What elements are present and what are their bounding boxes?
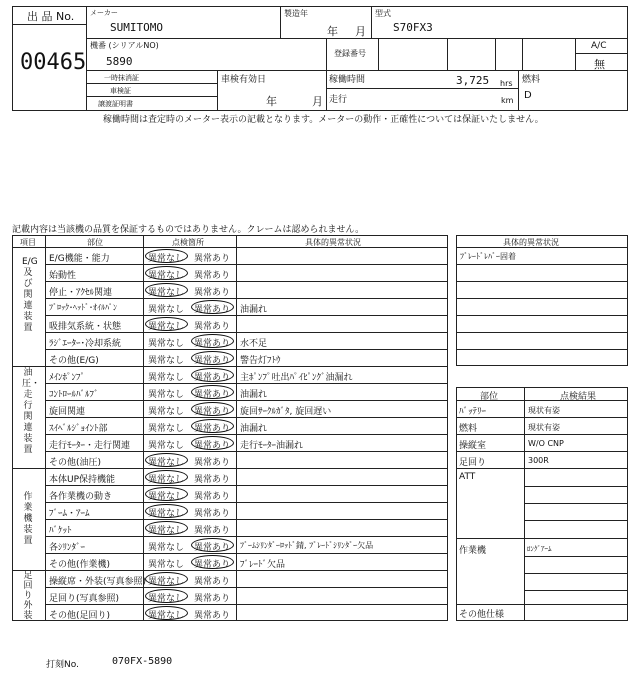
option-ng[interactable]: 異常あり (194, 390, 231, 400)
selected-ring (145, 266, 188, 280)
row-detail: 油漏れ (240, 305, 268, 315)
option-ok[interactable]: 異常なし (148, 509, 185, 519)
option-ok[interactable]: 異常なし (148, 526, 185, 536)
selected-ring (145, 453, 188, 467)
row-part: 停止・ｱｸｾﾙ関連 (49, 288, 113, 298)
option-ok[interactable]: 異常なし (148, 254, 185, 264)
option-ng[interactable]: 異常あり (194, 560, 231, 570)
right-detail-line1: ﾌﾞﾚｰﾄﾞﾚﾊﾞｰ固着 (460, 252, 516, 261)
row-part: E/G機能・能力 (49, 254, 110, 264)
att-label: ATT (459, 472, 476, 482)
option-ok[interactable]: 異常なし (148, 407, 185, 417)
mileage-unit: km (501, 96, 514, 105)
selected-ring (191, 419, 234, 433)
maker-value: SUMITOMO (110, 21, 163, 34)
selected-ring (191, 368, 234, 382)
selected-ring (145, 572, 188, 586)
selected-ring (191, 300, 234, 314)
row-detail: 油漏れ (240, 390, 268, 400)
row-detail: 主ﾎﾟﾝﾌﾟ吐出ﾊﾟｲﾋﾟﾝｸﾞ油漏れ (240, 373, 353, 383)
row-part: その他(作業機) (49, 560, 111, 570)
col-check-header: 点検箇所 (172, 238, 204, 247)
option-ok[interactable]: 異常なし (148, 577, 185, 587)
option-ng[interactable]: 異常あり (194, 288, 231, 298)
group-label: 油圧・走行関連装置 (22, 367, 41, 455)
row-part: その他(足回り) (49, 611, 111, 621)
selected-ring (145, 283, 188, 297)
hours-label: 稼働時間 (329, 75, 366, 85)
col-part-header: 部位 (87, 238, 103, 247)
option-ng[interactable]: 異常あり (194, 305, 231, 315)
quality-note: 記載内容は当該機の品質を保証するものではありません。クレームは認められません。 (12, 225, 365, 235)
group-label: 作業機装置 (23, 491, 33, 546)
hours-note: 稼働時間は査定時のメーター表示の記載となります。メーターの動作・正確性については保証いたしません。 (103, 115, 544, 125)
option-ng[interactable]: 異常あり (194, 475, 231, 485)
option-ng[interactable]: 異常あり (194, 271, 231, 281)
fuel-label: 燃料 (522, 75, 541, 85)
row-part: 各ｼﾘﾝﾀﾞｰ (49, 543, 86, 553)
option-ng[interactable]: 異常あり (194, 492, 231, 502)
ac-label: A/C (591, 41, 607, 51)
row-detail: 走行ﾓｰﾀｰ油漏れ (240, 441, 304, 451)
row-part: 本体UP保持機能 (49, 475, 116, 485)
result-value: 現状有姿 (528, 423, 560, 432)
results-col-part: 部位 (480, 392, 499, 402)
result-value: 300R (528, 456, 549, 465)
serial-label: 機番 (シリアルNO) (90, 41, 159, 50)
group-label: 足回り外装 (23, 570, 33, 621)
row-detail: 油漏れ (240, 424, 268, 434)
model-label: 型式 (375, 9, 391, 18)
row-part: 足回り(写真参照) (49, 594, 120, 604)
option-ok[interactable]: 異常なし (148, 305, 185, 315)
option-ok[interactable]: 異常なし (148, 322, 185, 332)
model-value: S70FX3 (393, 21, 433, 34)
option-ng[interactable]: 異常あり (194, 526, 231, 536)
row-detail: 水不足 (240, 339, 268, 349)
option-ng[interactable]: 異常あり (194, 339, 231, 349)
selected-ring (145, 317, 188, 331)
option-ok[interactable]: 異常なし (148, 611, 185, 621)
result-part: 操縦室 (459, 441, 487, 451)
ac-value: 無 (594, 58, 605, 71)
selected-ring (145, 521, 188, 535)
option-ok[interactable]: 異常なし (148, 339, 185, 349)
inspection-cert-label: 車検証 (110, 87, 131, 95)
option-ok[interactable]: 異常なし (148, 441, 185, 451)
option-ok[interactable]: 異常なし (148, 560, 185, 570)
result-value: W/O CNP (528, 439, 564, 448)
serial-value: 5890 (106, 55, 133, 68)
selected-ring (191, 436, 234, 450)
option-ok[interactable]: 異常なし (148, 373, 185, 383)
option-ok[interactable]: 異常なし (148, 390, 185, 400)
selected-ring (191, 555, 234, 569)
option-ok[interactable]: 異常なし (148, 594, 185, 604)
row-detail: ﾌﾞﾚｰﾄﾞ欠品 (240, 560, 286, 570)
option-ng[interactable]: 異常あり (194, 373, 231, 383)
selected-ring (191, 402, 234, 416)
option-ok[interactable]: 異常なし (148, 424, 185, 434)
option-ng[interactable]: 異常あり (194, 407, 231, 417)
year-unit: 年 (327, 25, 338, 38)
row-detail: 旋回ｻｰｸﾙｶﾞﾀ, 旋回遅い (240, 407, 332, 417)
row-part: ﾌﾞﾛｯｸ･ﾍｯﾄﾞ･ｵｲﾙﾊﾟﾝ (49, 303, 117, 312)
row-part: ﾊﾞｹｯﾄ (49, 526, 72, 536)
option-ng[interactable]: 異常あり (194, 543, 231, 553)
row-part: 吸排気系統・状態 (49, 322, 122, 332)
option-ng[interactable]: 異常あり (194, 458, 231, 468)
row-part: ｽｲﾍﾞﾙｼﾞｮｲﾝﾄ部 (49, 424, 108, 434)
row-part: ｺﾝﾄﾛｰﾙﾊﾞﾙﾌﾞ (49, 390, 99, 400)
right-detail-header: 具体的異常状況 (503, 238, 559, 247)
col-detail-header: 具体的異常状況 (305, 238, 361, 247)
row-detail: ﾌﾞｰﾑｼﾘﾝﾀﾞｰﾛｯﾄﾞ錆, ﾌﾞﾚｰﾄﾞｼﾘﾝﾀﾞｰ欠品 (240, 541, 374, 550)
selected-ring (145, 589, 188, 603)
selected-ring (191, 538, 234, 552)
col-item-header: 項目 (20, 238, 36, 247)
hours-value: 3,725 (456, 74, 490, 87)
month-unit: 月 (355, 25, 366, 38)
lot-label: 出 品 No. (27, 10, 75, 23)
row-part: その他(E/G) (49, 356, 99, 366)
selected-ring (145, 504, 188, 518)
temp-plate-label: 一時抹消証 (104, 74, 139, 82)
option-ng[interactable]: 異常あり (194, 577, 231, 587)
other-spec-label: その他仕様 (459, 610, 505, 620)
selected-ring (145, 470, 188, 484)
lot-number: 00465 (20, 50, 87, 75)
row-detail: 警告灯ﾌﾄｳ (240, 356, 281, 366)
row-part: 走行ﾓｰﾀｰ・走行関連 (49, 441, 131, 451)
selected-ring (145, 487, 188, 501)
row-part: ﾌﾞｰﾑ・ｱｰﾑ (49, 509, 90, 519)
expiry-month-unit: 月 (312, 95, 323, 108)
option-ok[interactable]: 異常なし (148, 271, 185, 281)
work-value: ﾛﾝｸﾞｱｰﾑ (527, 545, 552, 553)
selected-ring (145, 249, 188, 263)
row-part: ﾒｲﾝﾎﾟﾝﾌﾟ (49, 373, 86, 383)
option-ng[interactable]: 異常あり (194, 356, 231, 366)
work-label: 作業機 (459, 546, 487, 556)
option-ng[interactable]: 異常あり (194, 611, 231, 621)
row-part: 各作業機の動き (49, 492, 113, 502)
option-ok[interactable]: 異常なし (148, 288, 185, 298)
result-part: ﾊﾞｯﾃﾘｰ (459, 407, 487, 417)
option-ng[interactable]: 異常あり (194, 424, 231, 434)
option-ng[interactable]: 異常あり (194, 594, 231, 604)
selected-ring (145, 606, 188, 620)
option-ok[interactable]: 異常なし (148, 475, 185, 485)
fuel-value: D (524, 90, 532, 101)
maker-label: メーカー (90, 9, 118, 17)
selected-ring (191, 334, 234, 348)
expiry-label: 車検有効日 (221, 75, 267, 85)
transfer-cert-label: 譲渡証明書 (98, 100, 133, 108)
selected-ring (191, 351, 234, 365)
option-ok[interactable]: 異常なし (148, 458, 185, 468)
option-ng[interactable]: 異常あり (194, 509, 231, 519)
selected-ring (191, 385, 234, 399)
result-value: 現状有姿 (528, 406, 560, 415)
option-ok[interactable]: 異常なし (148, 543, 185, 553)
year-label: 製造年 (284, 9, 308, 18)
row-part: その他(油圧) (49, 458, 102, 468)
row-part: 操縦席・外装(写真参照) (49, 577, 147, 587)
stamp-value: 070FX-5890 (112, 656, 173, 667)
stamp-label: 打刻No. (46, 660, 79, 670)
reg-label: 登録番号 (334, 49, 366, 58)
option-ng[interactable]: 異常あり (194, 322, 231, 332)
row-part: 旋回関連 (49, 407, 86, 417)
group-label: E/G及び関連装置 (22, 257, 38, 333)
option-ok[interactable]: 異常なし (148, 356, 185, 366)
result-part: 足回り (459, 458, 487, 468)
expiry-year-unit: 年 (266, 95, 277, 108)
mileage-label: 走行 (329, 95, 348, 105)
result-part: 燃料 (459, 424, 478, 434)
row-part: 始動性 (49, 271, 77, 281)
option-ok[interactable]: 異常なし (148, 492, 185, 502)
option-ng[interactable]: 異常あり (194, 254, 231, 264)
option-ng[interactable]: 異常あり (194, 441, 231, 451)
row-part: ﾗｼﾞｴｰﾀｰ･冷却系統 (49, 339, 122, 349)
hours-unit: hrs (500, 79, 513, 88)
results-col-result: 点検結果 (560, 392, 597, 402)
